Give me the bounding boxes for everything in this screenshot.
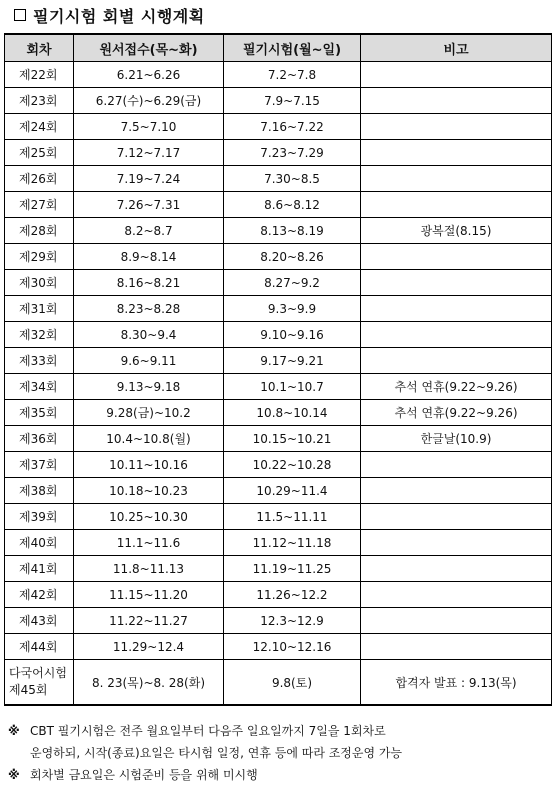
exam-period-cell: 10.1~10.7 [224,374,361,400]
reference-mark-icon: ※ [8,768,20,782]
note-cell [361,504,552,530]
note-cell [361,296,552,322]
round-label-line-2: 제45회 [9,683,48,697]
application-period-cell: 7.5~7.10 [74,114,224,140]
application-period-cell: 8.30~9.4 [74,322,224,348]
footnote-1-continuation: 운영하되, 시작(종료)요일은 타시험 일정, 연휴 등에 따라 조정운영 가능 [30,746,403,760]
table-row [5,582,552,608]
exam-period-cell: 11.5~11.11 [224,504,361,530]
exam-period-cell: 9.10~9.16 [224,322,361,348]
table-row [5,348,552,374]
note-cell: 추석 연휴(9.22~9.26) [361,400,552,426]
note-cell [361,452,552,478]
application-period-cell: 10.11~10.16 [74,452,224,478]
round-cell: 제24회 [5,114,74,140]
application-period-cell: 8.9~8.14 [74,244,224,270]
table-row [5,452,552,478]
exam-period-cell: 7.2~7.8 [224,62,361,88]
footnote-2-text: 회차별 금요일은 시험준비 등을 위해 미시행 [30,768,258,782]
note-cell [361,634,552,660]
page-title: 필기시험 회별 시행계획 [33,6,205,26]
round-cell: 제40회 [5,530,74,556]
table-row [5,62,552,88]
note-cell [361,530,552,556]
application-period-cell: 10.4~10.8(월) [74,426,224,452]
round-cell: 제25회 [5,140,74,166]
application-period-cell: 9.6~9.11 [74,348,224,374]
application-period-cell: 8.2~8.7 [74,218,224,244]
round-label-line-1: 다국어시험 [9,666,67,680]
table-row [5,478,552,504]
note-cell [361,556,552,582]
note-cell [361,270,552,296]
application-period-cell: 10.18~10.23 [74,478,224,504]
application-period-cell: 7.19~7.24 [74,166,224,192]
table-row [5,218,552,244]
round-cell: 제27회 [5,192,74,218]
round-cell: 제38회 [5,478,74,504]
round-cell: 제32회 [5,322,74,348]
table-row [5,556,552,582]
exam-period-cell: 11.12~11.18 [224,530,361,556]
note-cell [361,166,552,192]
note-cell [361,478,552,504]
note-cell [361,582,552,608]
note-cell [361,322,552,348]
header-note: 비고 [361,34,552,62]
exam-period-cell: 10.29~11.4 [224,478,361,504]
exam-period-cell: 9.3~9.9 [224,296,361,322]
table-row [5,504,552,530]
round-cell: 제39회 [5,504,74,530]
table-row [5,400,552,426]
application-period-cell: 8. 23(목)~8. 28(화) [74,660,224,706]
note-cell [361,114,552,140]
note-cell [361,140,552,166]
application-period-cell: 6.27(수)~6.29(금) [74,88,224,114]
exam-period-cell: 11.26~12.2 [224,582,361,608]
exam-period-cell: 7.16~7.22 [224,114,361,140]
checkbox-icon [14,9,26,21]
note-cell [361,244,552,270]
table-row [5,88,552,114]
table-row [5,530,552,556]
footnotes [8,720,548,786]
table-row [5,166,552,192]
application-period-cell: 11.1~11.6 [74,530,224,556]
reference-mark-icon: ※ [8,724,20,738]
application-period-cell: 11.15~11.20 [74,582,224,608]
round-cell: 제22회 [5,62,74,88]
round-cell: 제41회 [5,556,74,582]
exam-period-cell: 7.30~8.5 [224,166,361,192]
table-row [5,322,552,348]
exam-period-cell: 8.13~8.19 [224,218,361,244]
footnote-1-text: CBT 필기시험은 전주 월요일부터 다음주 일요일까지 7일을 1회차로 [30,724,386,738]
round-cell [5,660,74,706]
exam-period-cell: 8.27~9.2 [224,270,361,296]
footnote-2 [8,764,548,786]
application-period-cell: 11.8~11.13 [74,556,224,582]
application-period-cell: 10.25~10.30 [74,504,224,530]
note-cell [361,192,552,218]
header-application: 원서접수(목~화) [74,34,224,62]
round-cell: 제34회 [5,374,74,400]
note-cell [361,62,552,88]
exam-period-cell: 7.23~7.29 [224,140,361,166]
round-cell: 제44회 [5,634,74,660]
exam-period-cell: 9.17~9.21 [224,348,361,374]
exam-period-cell: 10.22~10.28 [224,452,361,478]
round-cell: 제23회 [5,88,74,114]
exam-period-cell: 12.10~12.16 [224,634,361,660]
round-cell: 제37회 [5,452,74,478]
table-row-multilingual [5,660,552,706]
header-round: 회차 [5,34,74,62]
header-exam: 필기시험(월~일) [224,34,361,62]
table-row [5,140,552,166]
round-cell: 제33회 [5,348,74,374]
table-header-row [5,34,552,62]
round-cell: 제43회 [5,608,74,634]
table-row [5,634,552,660]
application-period-cell: 6.21~6.26 [74,62,224,88]
round-cell: 제29회 [5,244,74,270]
table-row [5,244,552,270]
note-cell: 추석 연휴(9.22~9.26) [361,374,552,400]
round-cell: 제28회 [5,218,74,244]
exam-period-cell: 7.9~7.15 [224,88,361,114]
round-cell: 제31회 [5,296,74,322]
note-cell: 한글날(10.9) [361,426,552,452]
application-period-cell: 9.13~9.18 [74,374,224,400]
application-period-cell: 11.22~11.27 [74,608,224,634]
footnote-1-line-1 [8,720,548,742]
table-row [5,114,552,140]
round-cell: 제30회 [5,270,74,296]
round-cell: 제42회 [5,582,74,608]
table-row [5,296,552,322]
exam-period-cell: 10.8~10.14 [224,400,361,426]
application-period-cell: 8.16~8.21 [74,270,224,296]
round-cell: 제26회 [5,166,74,192]
exam-period-cell: 10.15~10.21 [224,426,361,452]
application-period-cell: 9.28(금)~10.2 [74,400,224,426]
table-row [5,192,552,218]
title-row [14,3,205,27]
application-period-cell: 8.23~8.28 [74,296,224,322]
table-row [5,270,552,296]
table-row [5,608,552,634]
footnote-1-line-2 [8,742,548,764]
exam-period-cell: 8.6~8.12 [224,192,361,218]
table-body [5,62,552,706]
application-period-cell: 7.12~7.17 [74,140,224,166]
exam-period-cell: 11.19~11.25 [224,556,361,582]
note-cell: 합격자 발표 : 9.13(목) [361,660,552,706]
application-period-cell: 11.29~12.4 [74,634,224,660]
note-cell [361,608,552,634]
exam-period-cell: 9.8(토) [224,660,361,706]
table-row [5,426,552,452]
note-cell [361,88,552,114]
note-cell [361,348,552,374]
application-period-cell: 7.26~7.31 [74,192,224,218]
round-cell: 제36회 [5,426,74,452]
note-cell: 광복절(8.15) [361,218,552,244]
exam-period-cell: 12.3~12.9 [224,608,361,634]
exam-period-cell: 8.20~8.26 [224,244,361,270]
table-row [5,374,552,400]
schedule-table [4,33,552,706]
round-cell: 제35회 [5,400,74,426]
